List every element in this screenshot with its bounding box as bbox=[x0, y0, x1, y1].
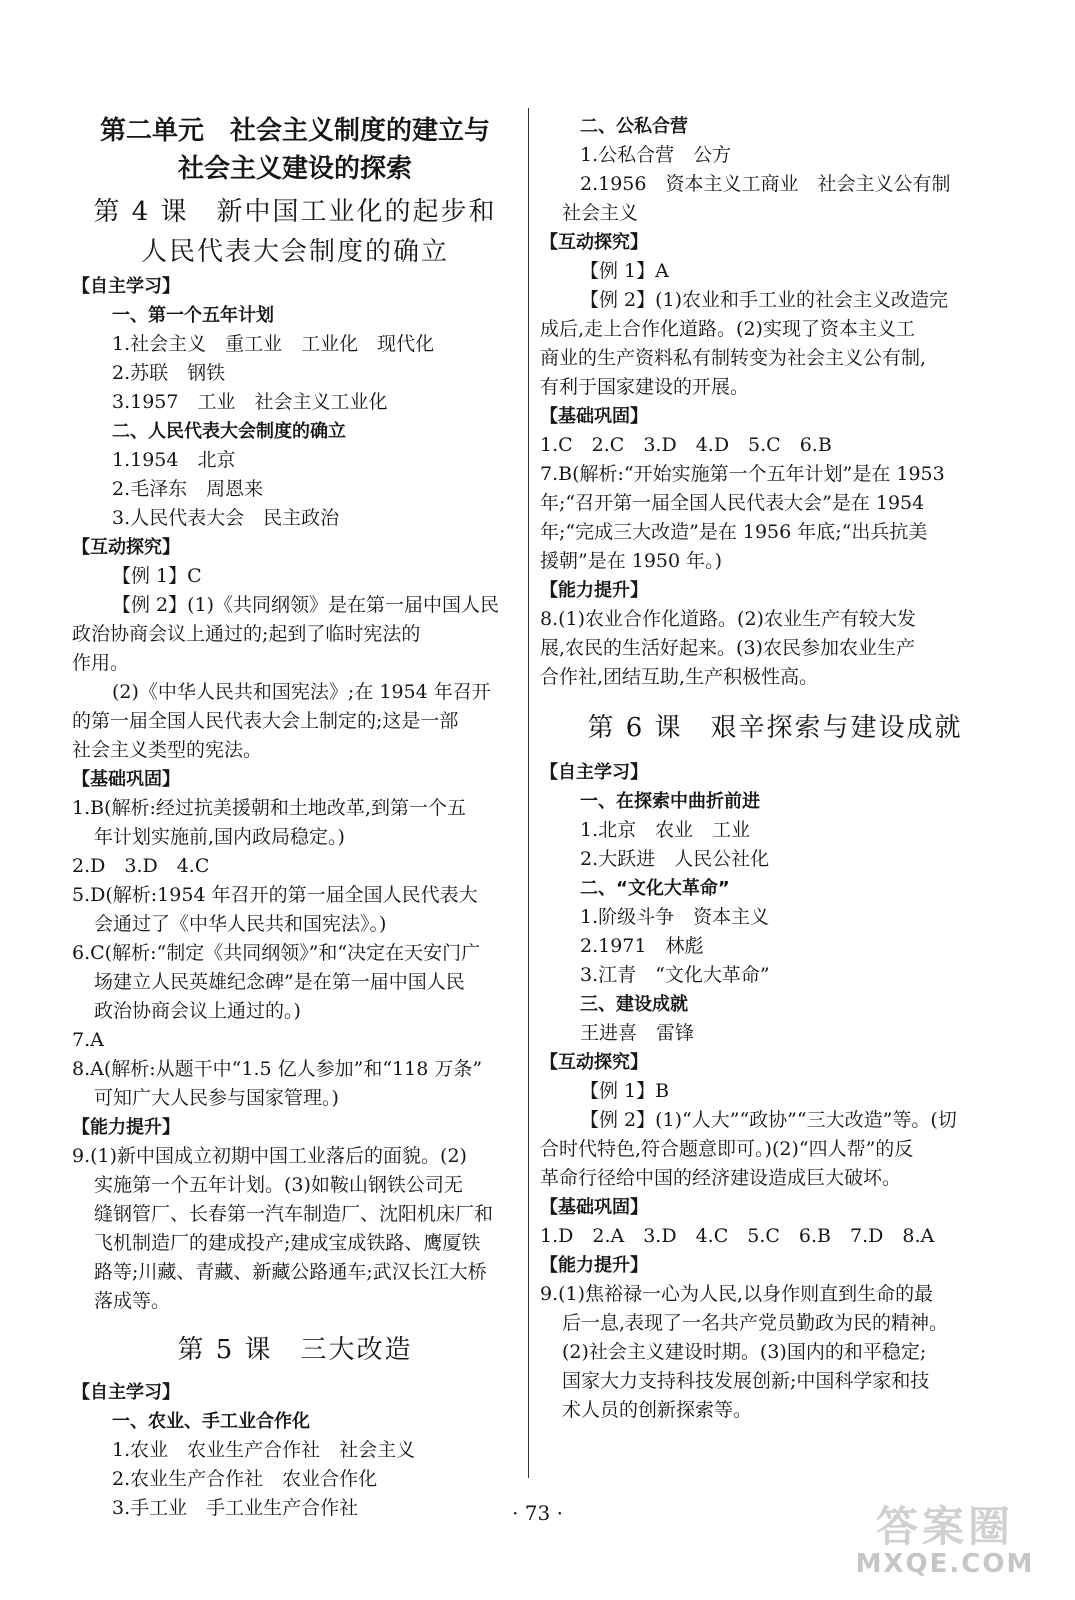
answer-line: 【例 1】A bbox=[580, 260, 669, 282]
answer-line: 【例 2】(1)农业和手工业的社会主义改造完 bbox=[580, 289, 949, 311]
answer-item: 2.苏联 钢铁 bbox=[112, 362, 226, 384]
answer-continuation: 年计划实施前,国内政局稳定。) bbox=[94, 826, 345, 848]
answer-continuation: 社会主义 bbox=[562, 202, 639, 224]
answer-line: 1.B(解析:经过抗美援朝和土地改革,到第一个五 bbox=[72, 797, 466, 819]
answer-item: 1.农业 农业生产合作社 社会主义 bbox=[112, 1439, 416, 1461]
subsection-heading: 一、在探索中曲折前进 bbox=[580, 791, 760, 812]
unit-heading: 社会主义建设的探索 bbox=[177, 154, 412, 184]
section-label: 【能力提升】 bbox=[540, 1255, 648, 1276]
answer-line: 政治协商会议上通过的;起到了临时宪法的 bbox=[72, 623, 421, 645]
answer-line: 1.C 2.C 3.D 4.D 5.C 6.B bbox=[540, 434, 832, 456]
watermark-logo bbox=[845, 1504, 1045, 1578]
answer-line: 6.C(解析:“制定《共同纲领》”和“决定在天安门广 bbox=[72, 942, 481, 964]
answer-line: 5.D(解析:1954 年召开的第一届全国人民代表大 bbox=[72, 884, 478, 906]
section-label: 【互动探究】 bbox=[540, 1052, 648, 1073]
answer-continuation: 场建立人民英雄纪念碑”是在第一届中国人民 bbox=[94, 971, 465, 993]
answer-item: 3.江青 “文化大革命” bbox=[580, 964, 770, 986]
subsection-heading: 二、“文化大革命” bbox=[580, 878, 730, 899]
answer-continuation: 术人员的创新探索等。 bbox=[562, 1399, 753, 1421]
answer-line: 革命行径给中国的经济建设造成巨大破坏。 bbox=[540, 1167, 902, 1189]
answer-item: 1.1954 北京 bbox=[112, 449, 236, 471]
answer-continuation: 会通过了《中华人民共和国宪法》。) bbox=[94, 913, 387, 935]
answer-continuation: (2)社会主义建设时期。(3)国内的和平稳定; bbox=[562, 1341, 927, 1363]
answer-item: 3.人民代表大会 民主政治 bbox=[112, 507, 340, 529]
section-label: 【自主学习】 bbox=[72, 1382, 180, 1403]
section-label: 【基础巩固】 bbox=[540, 1197, 648, 1218]
answer-line: 商业的生产资料私有制转变为社会主义公有制, bbox=[540, 347, 927, 369]
answer-line: 7.B(解析:“开始实施第一个五年计划”是在 1953 bbox=[540, 463, 945, 485]
section-label: 【能力提升】 bbox=[540, 580, 648, 601]
answer-item: 3.1957 工业 社会主义工业化 bbox=[112, 391, 388, 413]
answer-item: 2.1971 林彪 bbox=[580, 935, 704, 957]
answer-continuation: 落成等。 bbox=[94, 1290, 171, 1312]
answer-line: 援朝”是在 1950 年。) bbox=[540, 550, 723, 572]
answer-line: 7.A bbox=[72, 1029, 104, 1051]
answer-line: 2.D 3.D 4.C bbox=[72, 855, 210, 877]
section-label: 【互动探究】 bbox=[72, 537, 180, 558]
left-column bbox=[72, 112, 518, 1523]
subsection-heading: 二、公私合营 bbox=[580, 116, 688, 137]
answer-line: 9.(1)新中国成立初期中国工业落后的面貌。(2) bbox=[72, 1145, 467, 1167]
answer-line: 【例 2】(1)《共同纲领》是在第一届中国人民 bbox=[112, 594, 500, 616]
section-label: 【自主学习】 bbox=[72, 276, 180, 297]
section-label: 【互动探究】 bbox=[540, 232, 648, 253]
answer-item: 2.农业生产合作社 农业合作化 bbox=[112, 1468, 378, 1490]
answer-continuation: 缝钢管厂、长春第一汽车制造厂、沈阳机床厂和 bbox=[94, 1203, 494, 1225]
answer-item: 1.公私合营 公方 bbox=[580, 144, 732, 166]
answer-item: 1.北京 农业 工业 bbox=[580, 819, 751, 841]
answer-line: 成后,走上合作化道路。(2)实现了资本主义工 bbox=[540, 318, 915, 340]
answer-line: 的第一届全国人民代表大会上制定的;这是一部 bbox=[72, 710, 459, 732]
answer-item: 3.手工业 手工业生产合作社 bbox=[112, 1497, 359, 1519]
watermark-title: 答案圈 bbox=[875, 1502, 1014, 1551]
lesson-title: 第 4 课 新中国工业化的起步和 bbox=[93, 197, 497, 227]
column-divider bbox=[528, 108, 529, 1478]
answer-item: 王进喜 雷锋 bbox=[580, 1022, 695, 1044]
answer-line: 8.A(解析:从题干中“1.5 亿人参加”和“118 万条” bbox=[72, 1058, 483, 1080]
answer-item: 1.社会主义 重工业 工业化 现代化 bbox=[112, 333, 435, 355]
answer-item: 2.毛泽东 周恩来 bbox=[112, 478, 264, 500]
section-label: 【基础巩固】 bbox=[72, 769, 180, 790]
answer-continuation: 国家大力支持科技发展创新;中国科学家和技 bbox=[562, 1370, 930, 1392]
lesson-title: 第 6 课 艰辛探索与建设成就 bbox=[587, 713, 963, 743]
right-column bbox=[540, 112, 1010, 1425]
section-label: 【自主学习】 bbox=[540, 762, 648, 783]
answer-continuation: 路等;川藏、青藏、新藏公路通车;武汉长江大桥 bbox=[94, 1261, 487, 1283]
answer-line: 9.(1)焦裕禄一心为人民,以身作则直到生命的最 bbox=[540, 1283, 934, 1305]
section-label: 【基础巩固】 bbox=[540, 406, 648, 427]
answer-line: 【例 1】C bbox=[112, 565, 202, 587]
answer-line: 合时代特色,符合题意即可。)(2)“四人帮”的反 bbox=[540, 1138, 914, 1160]
lesson-title: 人民代表大会制度的确立 bbox=[140, 237, 449, 267]
subsection-heading: 一、第一个五年计划 bbox=[112, 305, 274, 326]
answer-line: 1.D 2.A 3.D 4.C 5.C 6.B 7.D 8.A bbox=[540, 1225, 935, 1247]
page-number: · 73 · bbox=[512, 1501, 563, 1525]
answer-line: 【例 2】(1)“人大”“政协”“三大改造”等。(切 bbox=[580, 1109, 957, 1131]
answer-line: 年;“召开第一届全国人民代表大会”是在 1954 bbox=[540, 492, 925, 514]
subsection-heading: 一、农业、手工业合作化 bbox=[112, 1411, 310, 1432]
unit-heading: 第二单元 社会主义制度的建立与 bbox=[99, 116, 490, 146]
answer-line: 展,农民的生活好起来。(3)农民参加农业生产 bbox=[540, 637, 915, 659]
answer-continuation: 飞机制造厂的建成投产;建成宝成铁路、鹰厦铁 bbox=[94, 1232, 481, 1254]
subsection-heading: 三、建设成就 bbox=[580, 994, 688, 1015]
watermark-url: MXQE.COM bbox=[855, 1549, 1035, 1579]
answer-line: (2)《中华人民共和国宪法》;在 1954 年召开 bbox=[112, 681, 491, 703]
answer-line: 【例 1】B bbox=[580, 1080, 670, 1102]
subsection-heading: 二、人民代表大会制度的确立 bbox=[112, 421, 346, 442]
answer-item: 2.1956 资本主义工商业 社会主义公有制 bbox=[580, 173, 951, 195]
answer-continuation: 后一息,表现了一名共产党员勤政为民的精神。 bbox=[562, 1312, 949, 1334]
answer-line: 合作社,团结互助,生产积极性高。 bbox=[540, 666, 819, 688]
answer-line: 作用。 bbox=[72, 652, 130, 674]
answer-line: 有利于国家建设的开展。 bbox=[540, 376, 750, 398]
answer-continuation: 实施第一个五年计划。(3)如鞍山钢铁公司无 bbox=[94, 1174, 463, 1196]
lesson-title: 第 5 课 三大改造 bbox=[177, 1335, 413, 1365]
section-label: 【能力提升】 bbox=[72, 1117, 180, 1138]
answer-line: 年;“完成三大改造”是在 1956 年底;“出兵抗美 bbox=[540, 521, 928, 543]
answer-continuation: 政治协商会议上通过的。) bbox=[94, 1000, 301, 1022]
answer-item: 2.大跃进 人民公社化 bbox=[580, 848, 770, 870]
answer-line: 社会主义类型的宪法。 bbox=[72, 739, 263, 761]
answer-item: 1.阶级斗争 资本主义 bbox=[580, 906, 770, 928]
answer-line: 8.(1)农业合作化道路。(2)农业生产有较大发 bbox=[540, 608, 916, 630]
answer-continuation: 可知广大人民参与国家管理。) bbox=[94, 1087, 339, 1109]
